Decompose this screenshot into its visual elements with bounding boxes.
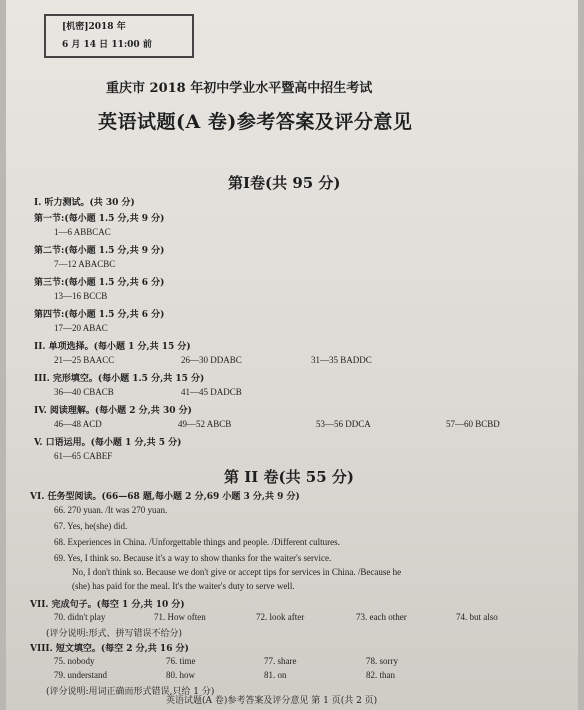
answer-69-line-3: (she) has paid for the meal. It's the waiter's duty to serve well. [72, 581, 295, 591]
stamp-line-1: [机密]2018 年 [62, 22, 126, 32]
answer-53-56: 53—56 DDCA [316, 419, 371, 429]
part-2-heading: 第 II 卷(共 55 分) [224, 468, 354, 486]
answer-74: 74. but also [456, 612, 498, 622]
answer-17-20: 17—20 ABAC [54, 323, 108, 333]
answer-49-52: 49—52 ABCB [178, 419, 232, 429]
answer-46-48: 46—48 ACD [54, 419, 102, 429]
page-footer: 英语试题(A 卷)参考答案及评分意见 第 1 页(共 2 页) [166, 696, 378, 706]
answer-67: 67. Yes, he(she) did. [54, 521, 128, 531]
answer-31-35: 31—35 BADDC [311, 355, 372, 365]
subsection-1-heading: 第一节:(每小题 1.5 分,共 9 分) [34, 214, 165, 224]
part-1-heading: 第Ⅰ卷(共 95 分) [228, 174, 341, 192]
answer-68: 68. Experiences in China. /Unforgettable things and people. /Different cultures. [54, 537, 340, 547]
section-2-heading: II. 单项选择。(每小题 1 分,共 15 分) [34, 342, 191, 352]
answer-76: 76. time [166, 656, 196, 666]
answer-36-40: 36—40 CBACB [54, 387, 114, 397]
answer-80: 80. how [166, 670, 195, 680]
section-3-heading: III. 完形填空。(每小题 1.5 分,共 15 分) [34, 374, 205, 384]
answer-82: 82. than [366, 670, 395, 680]
answer-70: 70. didn't play [54, 612, 106, 622]
answer-69-line-2: No, I don't think so. Because we don't give or accept tips for services in China. /Because he [72, 567, 402, 577]
subsection-2-heading: 第二节:(每小题 1.5 分,共 9 分) [34, 246, 165, 256]
section-1-heading: I. 听力测试。(共 30 分) [34, 198, 135, 208]
subsection-4-heading: 第四节:(每小题 1.5 分,共 6 分) [34, 310, 165, 320]
answer-77: 77. share [264, 656, 297, 666]
answer-75: 75. nobody [54, 656, 95, 666]
section-7-heading: VII. 完成句子。(每空 1 分,共 10 分) [30, 600, 185, 610]
section-8-heading: VIII. 短文填空。(每空 2 分,共 16 分) [30, 644, 189, 654]
answer-71: 71. How often [154, 612, 206, 622]
answer-26-30: 26—30 DDABC [181, 355, 242, 365]
answer-73: 73. each other [356, 612, 407, 622]
answer-69-line-1: 69. Yes, I think so. Because it's a way to show thanks for the waiter's service. [54, 553, 332, 563]
answer-1-6: 1—6 ABBCAC [54, 227, 111, 237]
exam-title: 重庆市 2018 年初中学业水平暨高中招生考试 [106, 81, 373, 96]
section-5-heading: V. 口语运用。(每小题 1 分,共 5 分) [34, 438, 182, 448]
answer-79: 79. understand [54, 670, 107, 680]
answer-21-25: 21—25 BAACC [54, 355, 115, 365]
answer-72: 72. look after [256, 612, 305, 622]
stamp-line-2: 6 月 14 日 11:00 前 [62, 40, 152, 50]
scoring-note-8: (评分说明:用词正确而形式错误,只给 1 分) [46, 687, 215, 697]
scoring-note-7: (评分说明:形式、拼写错误不给分) [46, 629, 183, 639]
answer-78: 78. sorry [366, 656, 398, 666]
document-title: 英语试题(A 卷)参考答案及评分意见 [98, 111, 413, 133]
answer-41-45: 41—45 DADCB [181, 387, 242, 397]
section-4-heading: IV. 阅读理解。(每小题 2 分,共 30 分) [34, 406, 192, 416]
confidential-stamp [44, 14, 194, 58]
answer-57-60: 57—60 BCBD [446, 419, 500, 429]
answer-66: 66. 270 yuan. /It was 270 yuan. [54, 505, 168, 515]
answer-sheet [6, 0, 578, 710]
answer-13-16: 13—16 BCCB [54, 291, 108, 301]
section-6-heading: VI. 任务型阅读。(66—68 题,每小题 2 分,69 小题 3 分,共 9 分) [30, 492, 300, 502]
answer-61-65: 61—65 CABEF [54, 451, 113, 461]
subsection-3-heading: 第三节:(每小题 1.5 分,共 6 分) [34, 278, 165, 288]
answer-7-12: 7—12 ABACBC [54, 259, 116, 269]
answer-81: 81. on [264, 670, 287, 680]
